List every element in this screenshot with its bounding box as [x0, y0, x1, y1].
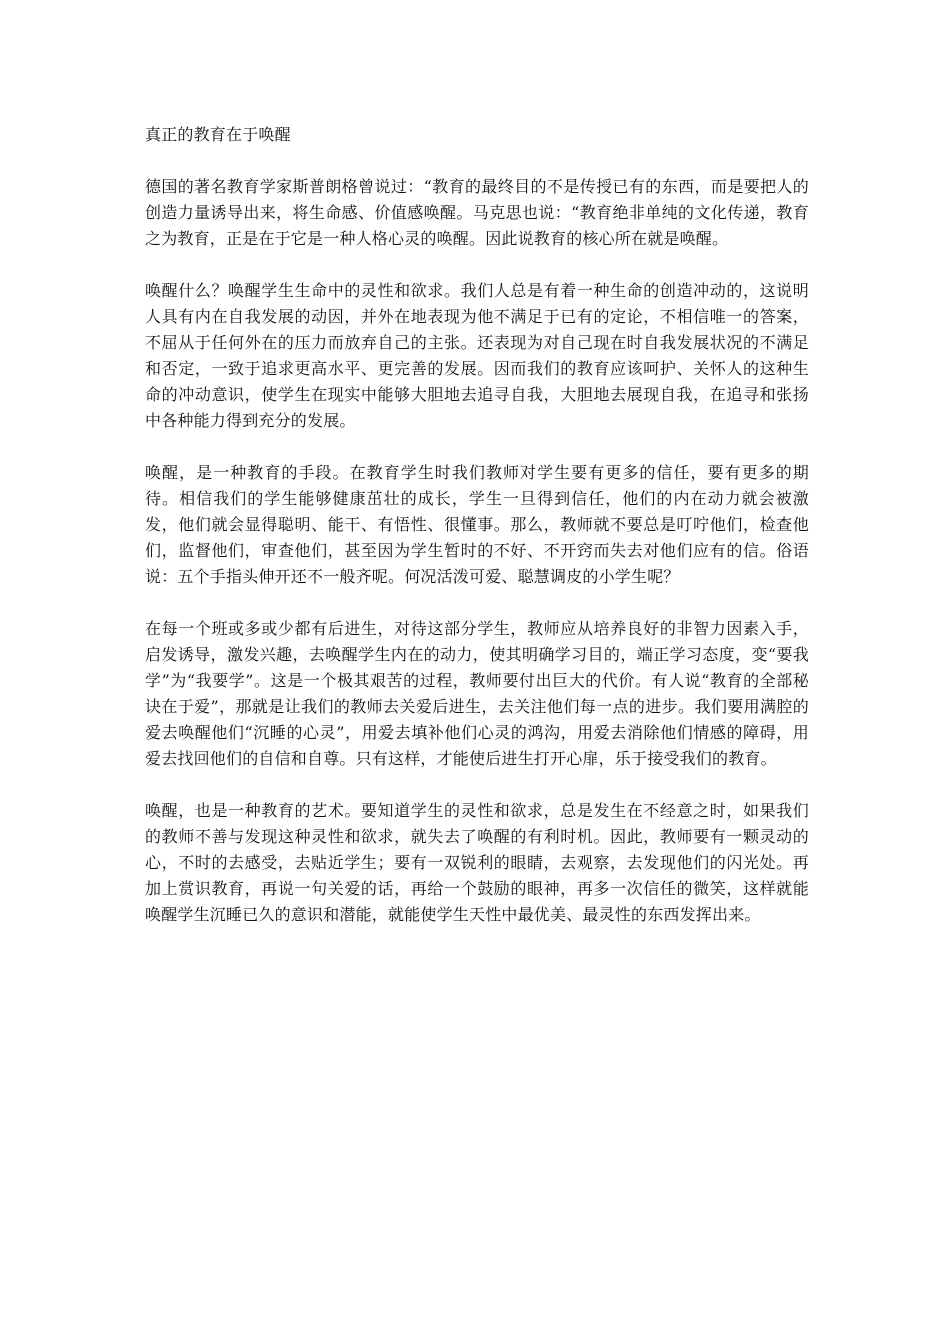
paragraph-4: 在每一个班或多或少都有后进生，对待这部分学生，教师应从培养良好的非智力因素入手，启发诱导，激发兴趣，去唤醒学生内在的动力，使其明确学习目的，端正学习态度，变“要我学”为“我要学”。这是一个极其艰苦的过程，教师要付出巨大的代价。有人说“教育的全部秘诀在于爱”，那就是让我们的教师去关爱后进生，去关注他们每一点的进步。我们要用满腔的爱去唤醒他们“沉睡的心灵”，用爱去填补他们心灵的鸿沟，用爱去消除他们情感的障碍，用爱去找回他们的自信和自尊。只有这样，才能使后进生打开心扉，乐于接受我们的教育。	[145, 619, 809, 768]
document-title: 真正的教育在于唤醒	[145, 125, 291, 144]
paragraph-2: 唤醒什么？唤醒学生生命中的灵性和欲求。我们人总是有着一种生命的创造冲动的，这说明人具有内在自我发展的动因，并外在地表现为他不满足于已有的定论，不相信唯一的答案，不屈从于任何外在的压力而放弃自己的主张。还表现为对自己现在时自我发展状况的不满足和否定，一致于追求更高水平、更完善的发展。因而我们的教育应该呵护、关怀人的这种生命的冲动意识，使学生在现实中能够大胆地去追寻自我，大胆地去展现自我，在追寻和张扬中各种能力得到充分的发展。	[145, 281, 809, 430]
paragraph-5: 唤醒，也是一种教育的艺术。要知道学生的灵性和欲求，总是发生在不经意之时，如果我们的教师不善与发现这种灵性和欲求，就失去了唤醒的有利时机。因此，教师要有一颗灵动的心，不时的去感受，去贴近学生；要有一双锐利的眼睛，去观察，去发现他们的闪光处。再加上赏识教育，再说一句关爱的话，再给一个鼓励的眼神，再多一次信任的微笑，这样就能唤醒学生沉睡已久的意识和潜能，就能使学生天性中最优美、最灵性的东西发挥出来。	[145, 801, 809, 924]
paragraph-1: 德国的著名教育学家斯普朗格曾说过：“教育的最终目的不是传授已有的东西，而是要把人的创造力量诱导出来，将生命感、价值感唤醒。马克思也说：“教育绝非单纯的文化传递，教育之为教育，正是在于它是一种人格心灵的唤醒。因此说教育的核心所在就是唤醒。	[145, 177, 809, 248]
paragraph-3: 唤醒，是一种教育的手段。在教育学生时我们教师对学生要有更多的信任，要有更多的期待。相信我们的学生能够健康茁壮的成长，学生一旦得到信任，他们的内在动力就会被激发，他们就会显得聪明、能干、有悟性、很懂事。那么，教师就不要总是叮咛他们，检查他们，监督他们，审查他们，甚至因为学生暂时的不好、不开窍而失去对他们应有的信。俗语说：五个手指头伸开还不一般齐呢。何况活泼可爱、聪慧调皮的小学生呢？	[145, 463, 809, 586]
document-body	[145, 122, 809, 954]
